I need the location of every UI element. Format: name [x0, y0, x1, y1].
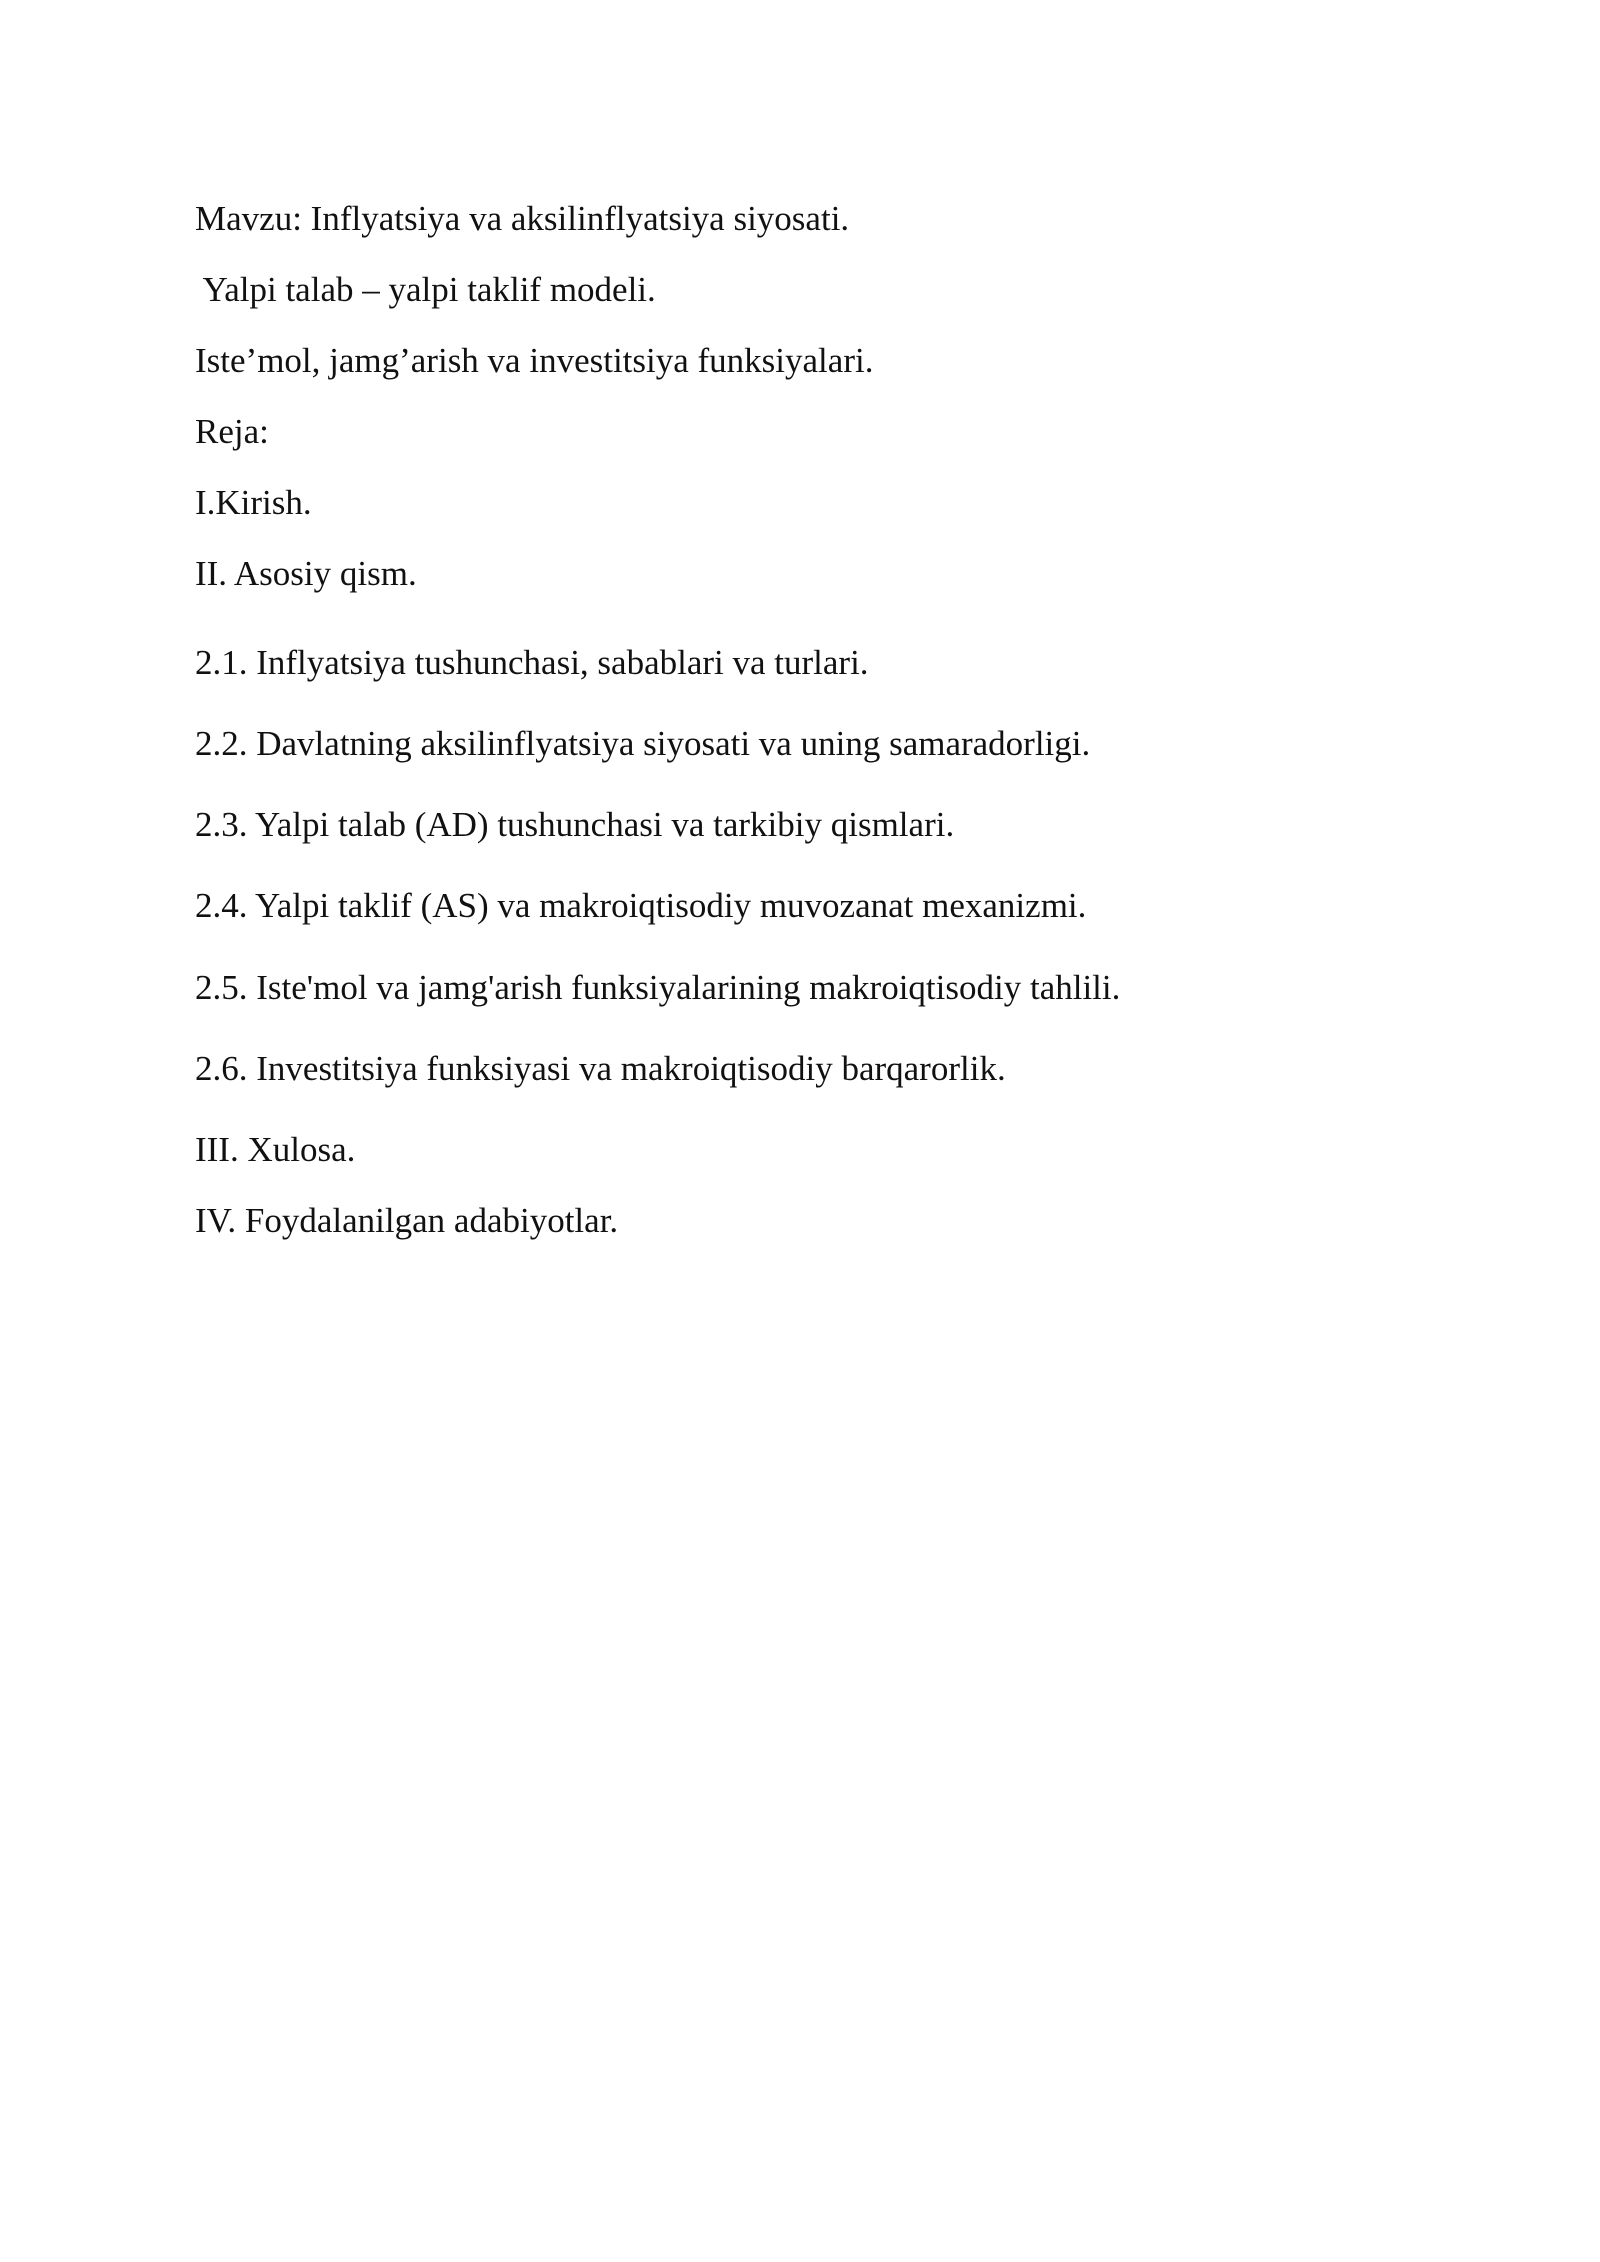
plan-subsection-2-1: 2.1. Inflyatsiya tushunchasi, sabablari va turlari.: [195, 643, 869, 682]
plan-item-main: II. Asosiy qism.: [195, 554, 417, 593]
topic-subtitle: Yalpi talab – yalpi taklif modeli.: [195, 270, 656, 309]
plan-subsection-2-3: 2.3. Yalpi talab (AD) tushunchasi va tarkibiy qismlari.: [195, 805, 955, 844]
topic-title: Mavzu: Inflyatsiya va aksilinflyatsiya siyosati.: [195, 199, 850, 238]
plan-label: Reja:: [195, 412, 269, 451]
plan-subsection-2-5: 2.5. Iste'mol va jamg'arish funksiyalarining makroiqtisodiy tahlili.: [195, 968, 1121, 1007]
plan-item-conclusion: III. Xulosa.: [195, 1130, 356, 1169]
plan-item-intro: I.Kirish.: [195, 483, 312, 522]
plan-subsection-2-4: 2.4. Yalpi taklif (AS) va makroiqtisodiy muvozanat mexanizmi.: [195, 886, 1087, 925]
plan-item-references: IV. Foydalanilgan adabiyotlar.: [195, 1201, 619, 1240]
topic-subtitle-2: Iste’mol, jamg’arish va investitsiya funksiyalari.: [195, 341, 874, 380]
plan-subsection-2-2: 2.2. Davlatning aksilinflyatsiya siyosati va uning samaradorligi.: [195, 724, 1091, 763]
plan-subsection-2-6: 2.6. Investitsiya funksiyasi va makroiqtisodiy barqarorlik.: [195, 1049, 1006, 1088]
